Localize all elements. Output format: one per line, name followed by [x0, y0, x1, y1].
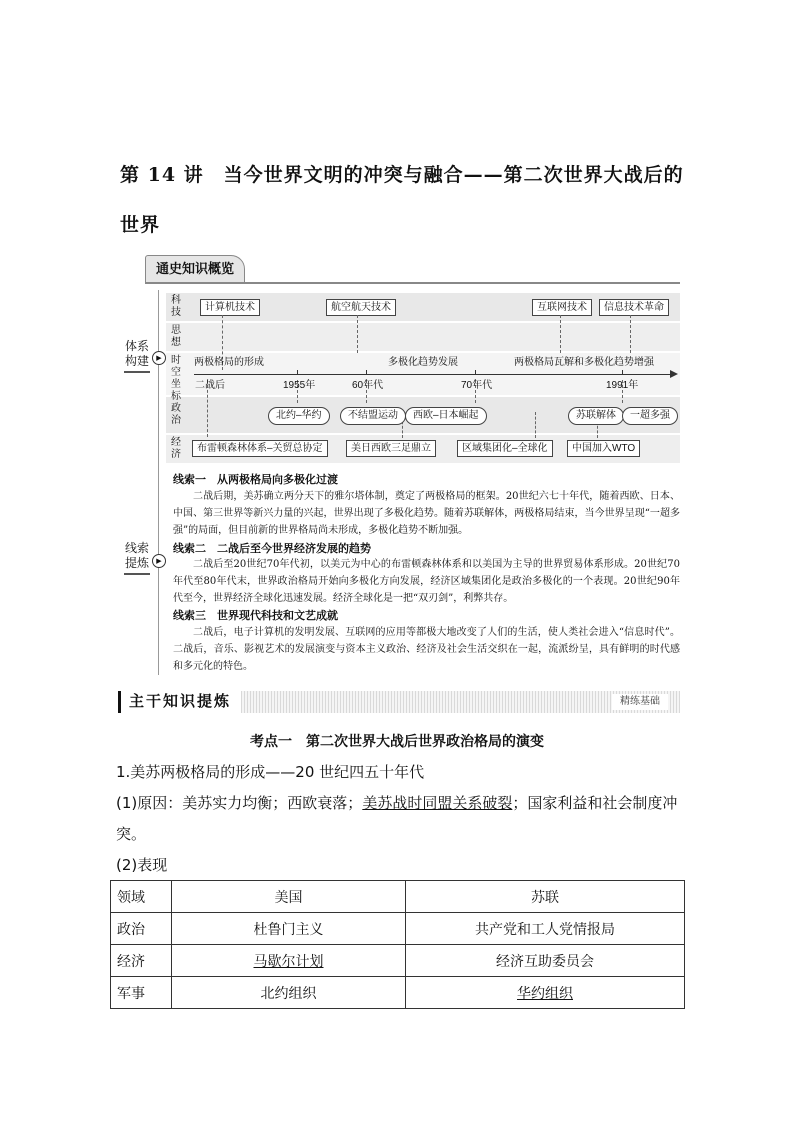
connector-line: [630, 315, 631, 353]
timeline-axis: [194, 374, 672, 375]
axis-tick: [366, 370, 367, 375]
row-label-thought: 思想: [171, 325, 181, 348]
row-label-tech: 科技: [171, 295, 181, 318]
tech-box: 计算机技术: [200, 299, 260, 316]
table-cell: 北约组织: [172, 977, 406, 1009]
clue-heading: 线索二 二战后至今世界经济发展的趋势: [173, 543, 371, 555]
clue-text: 二战后期，美苏确立两分天下的雅尔塔体制，奠定了两极格局的框架。20世纪六七十年代，随着西欧、日本、中国、第三世界等新兴力量的兴起，世界出现了多极化趋势。随着苏联解体，两极格局结束，当今世界呈现“一超多强”的局面，但目前新的世界格局尚未形成，多极化趋势不断加强。: [173, 491, 680, 536]
table-cell: 军事: [111, 977, 172, 1009]
clue-heading: 线索一 从两极格局向多极化过渡: [173, 474, 338, 486]
economy-box: 布雷顿森林体系–关贸总协定: [192, 440, 328, 457]
row-label-time: 时空坐标: [171, 355, 181, 402]
table-cell: 马歇尔计划: [253, 953, 324, 970]
clue-label-underline: [124, 573, 150, 575]
economy-box: 区域集团化–全球化: [457, 440, 553, 457]
clue-text: 二战后至20世纪70年代初，以美元为中心的布雷顿森林体系和以美国为主导的世界贸易体系形成。20世纪70年代至80年代末，世界政治格局开始向多极化方向发展，经济区域集团化是政治多极化的一个表现。20世纪90年代至今，世界经济全球化迅速发展。经济全球化是一把“双刃剑”，利弊共存。: [173, 559, 680, 604]
overview-divider: [158, 290, 159, 675]
table-header-cell: 美国: [172, 881, 406, 913]
politics-oval: 北约–华约: [268, 407, 330, 425]
connector-line: [357, 315, 358, 353]
row-label-politics: 政治: [171, 403, 181, 426]
tech-box: 互联网技术: [532, 299, 592, 316]
system-label-underline: [124, 371, 150, 373]
clue-label: 线索 提炼: [124, 541, 149, 570]
overview-banner: 通史知识概览: [145, 255, 245, 283]
time-tick-label: 70年代: [461, 380, 493, 391]
table-row: [111, 977, 685, 1009]
axis-arrow-icon: [670, 370, 678, 378]
page-title: 第 14 讲 当今世界文明的冲突与融合——第二次世界大战后的世界: [120, 164, 684, 236]
clue-text: 二战后，电子计算机的发明发展、互联网的应用等都极大地改变了人们的生活，使人类社会进入“信息时代”。二战后，音乐、影视艺术的发展演变与资本主义政治、经济及社会生活交织在一起，流派纷呈，具有鲜明的时代感和多元化的特色。: [173, 627, 680, 672]
banner-rule: [145, 282, 680, 284]
system-label: 体系 构建: [124, 339, 149, 368]
phase-label: 两极格局瓦解和多极化趋势增强: [514, 357, 654, 368]
play-arrow-icon: ▶: [152, 554, 166, 568]
table-cell: 共产党和工人党情报局: [406, 913, 685, 945]
axis-tick: [297, 370, 298, 375]
table-row: [111, 913, 685, 945]
table-header-row: [111, 881, 685, 913]
table-cell: 政治: [111, 913, 172, 945]
table-row: [111, 945, 685, 977]
phase-label: 两极格局的形成: [194, 357, 264, 368]
axis-tick: [622, 370, 623, 375]
comparison-table: [110, 880, 685, 1009]
thought-row: [166, 323, 680, 351]
table-header-cell: 领域: [111, 881, 172, 913]
time-tick-label: 60年代: [352, 380, 384, 391]
phase-label: 多极化趋势发展: [388, 357, 458, 368]
section-tag: 精练基础: [612, 694, 668, 710]
clue-heading: 线索三 世界现代科技和文艺成就: [173, 610, 338, 622]
time-tick-label: 1991年: [606, 380, 639, 391]
time-tick-label: 1955年: [283, 380, 316, 391]
economy-box: 中国加入WTO: [567, 440, 640, 457]
exam-point-heading: 考点一 第二次世界大战后世界政治格局的演变: [250, 733, 544, 749]
item-heading: 1.美苏两极格局的形成——20 世纪四五十年代: [116, 763, 425, 781]
connector-line: [560, 315, 561, 353]
cause-paragraph: (1)原因：美苏实力均衡；西欧衰落；美苏战时同盟关系破裂；国家利益和社会制度冲突。: [116, 794, 678, 843]
row-label-economy: 经济: [171, 437, 181, 460]
play-arrow-icon: ▶: [152, 351, 166, 365]
axis-tick: [475, 370, 476, 375]
tech-box: 信息技术革命: [599, 299, 669, 316]
table-header-cell: 苏联: [406, 881, 685, 913]
politics-oval: 苏联解体: [568, 407, 624, 425]
table-cell: 经济: [111, 945, 172, 977]
tech-box: 航空航天技术: [326, 299, 396, 316]
table-cell: 杜鲁门主义: [172, 913, 406, 945]
table-cell: 经济互助委员会: [406, 945, 685, 977]
connector-line: [535, 412, 536, 438]
underlined-text: 美苏战时同盟关系破裂: [362, 794, 513, 812]
politics-oval: 不结盟运动: [340, 407, 406, 425]
politics-oval: 西欧–日本崛起: [405, 407, 487, 425]
time-tick-label: 二战后: [195, 380, 225, 391]
politics-oval: 一超多强: [622, 407, 678, 425]
section-title: 主干知识提炼: [118, 691, 241, 713]
table-cell: 华约组织: [517, 985, 573, 1002]
performance-label: (2)表现: [116, 856, 168, 874]
economy-box: 美日西欧三足鼎立: [346, 440, 436, 457]
